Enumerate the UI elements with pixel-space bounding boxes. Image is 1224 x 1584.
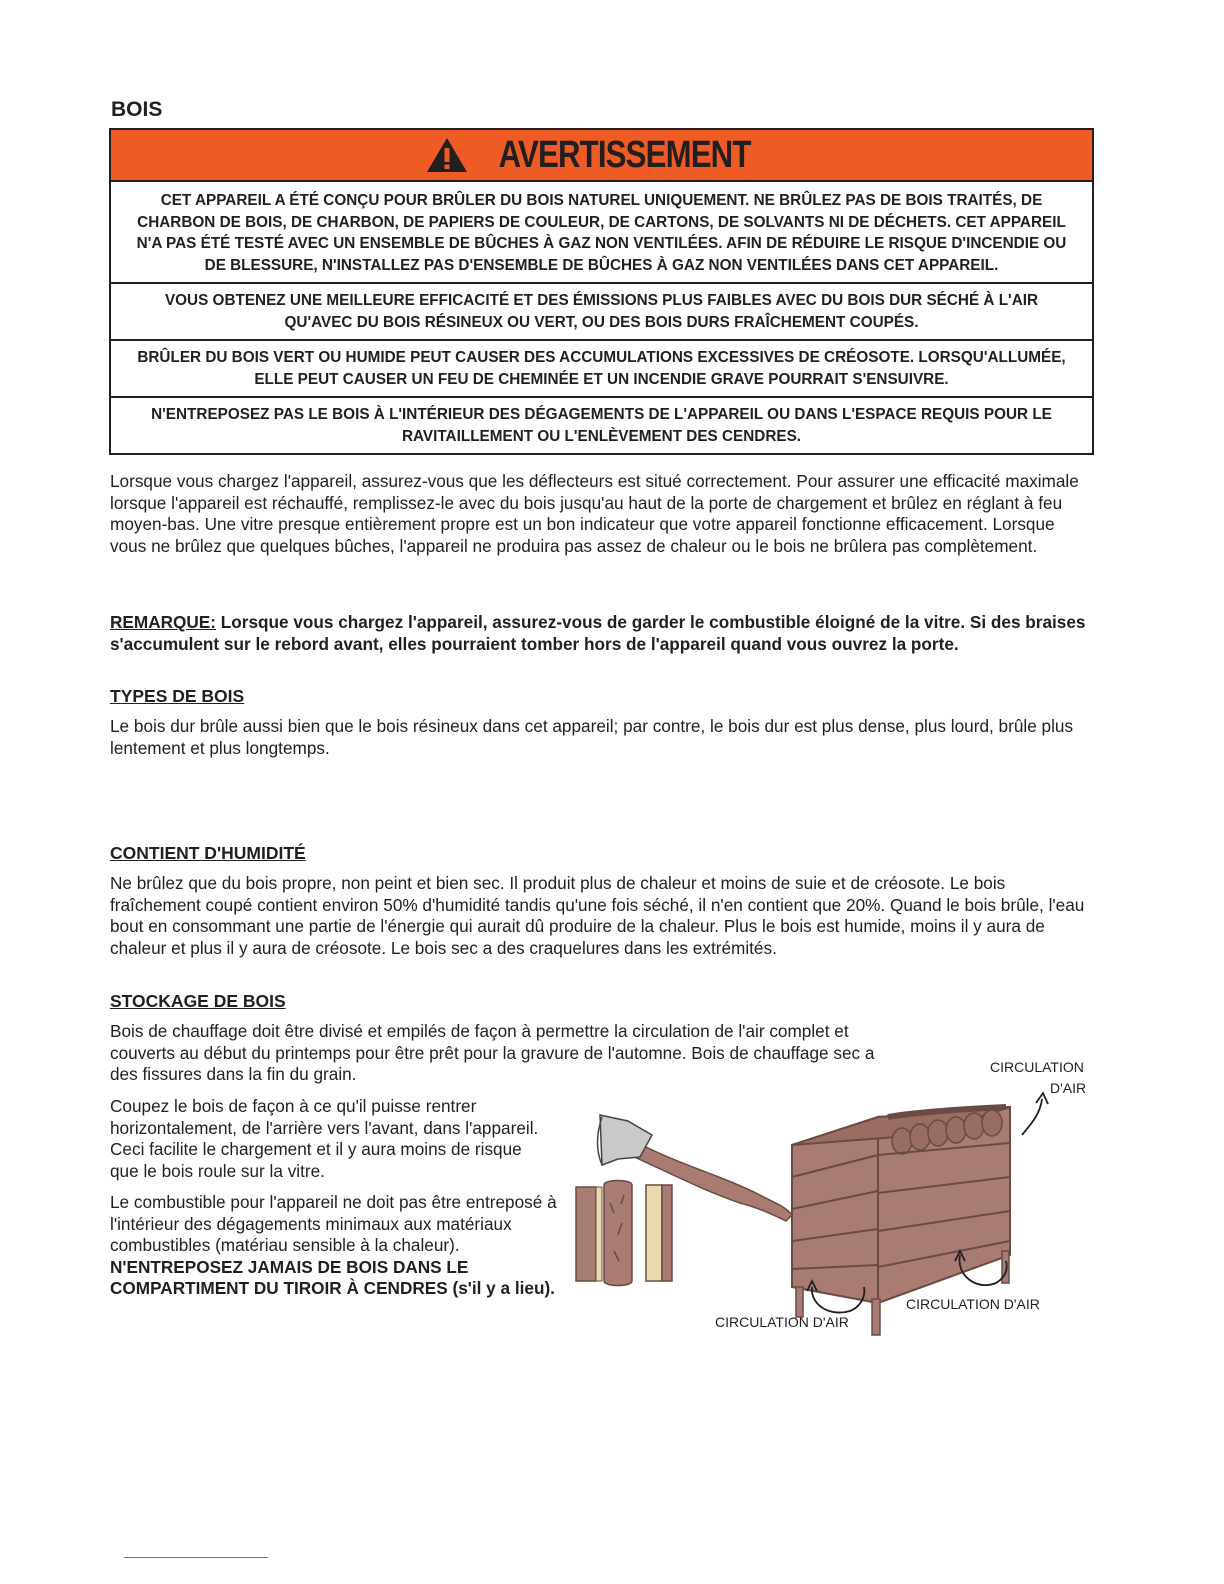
- label-airflow-bottom: CIRCULATION D'AIR: [715, 1314, 849, 1330]
- storage-paragraph-3-bold: N'ENTREPOSEZ JAMAIS DE BOIS DANS LE COMPARTIMENT DU TIROIR À CENDRES (s'il y a lieu).: [110, 1256, 555, 1299]
- split-logs-icon: [576, 1181, 672, 1286]
- warning-row: N'ENTREPOSEZ PAS LE BOIS À L'INTÉRIEUR DES DÉGAGEMENTS DE L'APPAREIL OU DANS L'ESPACE REQUIS POUR LE RAVITAILLEMENT OU L'ENLÈVEMENT DES CENDRES.: [111, 396, 1092, 453]
- storage-paragraph-3: [110, 1192, 560, 1300]
- storage-heading: STOCKAGE DE BOIS: [110, 991, 286, 1011]
- intro-paragraph: Lorsque vous chargez l'appareil, assurez-vous que les déflecteurs est situé correctement. Pour assurer une efficacité maximale lorsque l'appareil est réchauffé, remplissez-le avec du bois jusqu'au haut de la porte de chargement et brûlez en réglant à feu moyen-bas. Une vitre presque entièrement propre est un bon indicateur que votre appareil fonctionne efficacement. Lorsque vous ne brûlez que quelques bûches, l'appareil ne produira pas assez de chaleur ou le bois ne brûlera pas complètement.: [110, 471, 1079, 556]
- wood-storage-illustration: [560, 1055, 1100, 1345]
- storage-paragraph-3-text: Le combustible pour l'appareil ne doit pas être entreposé à l'intérieur des dégagements minimaux aux matériaux combustibles (matériau sensible à la chaleur).: [110, 1192, 557, 1256]
- warning-box: [109, 128, 1094, 455]
- warning-row: BRÛLER DU BOIS VERT OU HUMIDE PEUT CAUSER DES ACCUMULATIONS EXCESSIVES DE CRÉOSOTE. LORSQU'ALLUMÉE, ELLE PEUT CAUSER UN FEU DE CHEMINÉE ET UN INCENDIE GRAVE POURRAIT S'ENSUIVRE.: [111, 339, 1092, 396]
- humidity-heading: CONTIENT D'HUMIDITÉ: [110, 843, 306, 863]
- warning-triangle-icon: [425, 136, 469, 174]
- storage-paragraph-2: Coupez le bois de façon à ce qu'il puisse rentrer horizontalement, de l'arrière vers l'avant, dans l'appareil. Ceci facilite le chargement et il y aura moins de risque que le bois roule sur la vitre.: [110, 1096, 539, 1181]
- storage-paragraph-1: Bois de chauffage doit être divisé et empilés de façon à permettre la circulation de l'air complet et couverts au début du printemps pour être prêt pour la gravure de l'automne. Bois de chauffage sec a des fissures dans la fin du grain.: [110, 1021, 875, 1085]
- section-title: BOIS: [111, 98, 163, 121]
- warning-header: [111, 130, 1092, 182]
- note-label: REMARQUE:: [110, 612, 216, 632]
- note-paragraph: [110, 612, 1095, 655]
- types-paragraph: Le bois dur brûle aussi bien que le bois résineux dans cet appareil; par contre, le bois dur est plus dense, plus lourd, brûle plus lentement et plus longtemps.: [110, 716, 1074, 758]
- types-heading: TYPES DE BOIS: [110, 686, 245, 706]
- label-airflow-right: CIRCULATION D'AIR: [906, 1296, 1040, 1312]
- warning-row: VOUS OBTENEZ UNE MEILLEURE EFFICACITÉ ET DES ÉMISSIONS PLUS FAIBLES AVEC DU BOIS DUR SÉCHÉ À L'AIR QU'AVEC DU BOIS RÉSINEUX OU VERT, OU DES BOIS DURS FRAÎCHEMENT COUPÉS.: [111, 282, 1092, 339]
- warning-row: CET APPAREIL A ÉTÉ CONÇU POUR BRÛLER DU BOIS NATUREL UNIQUEMENT. NE BRÛLEZ PAS DE BOIS TRAITÉS, DE CHARBON DE BOIS, DE CHARBON, DE PAPIERS DE COULEUR, DE CARTONS, DE SOLVANTS NI DE DÉCHETS. CET APPAREIL N'A PAS ÉTÉ TESTÉ AVEC UN ENSEMBLE DE BÛCHES À GAZ NON VENTILÉES. AFIN DE RÉDUIRE LE RISQUE D'INCENDIE OU DE BLESSURE, N'INSTALLEZ PAS D'ENSEMBLE DE BÛCHES À GAZ NON VENTILÉES DANS CET APPAREIL.: [136, 192, 1067, 274]
- label-airflow-top-1: CIRCULATION: [990, 1059, 1084, 1075]
- footer-divider: [124, 1557, 268, 1558]
- note-text: Lorsque vous chargez l'appareil, assurez-vous de garder le combustible éloigné de la vitre. Si des braises s'accumulent sur le rebord avant, elles pourraient tomber hors de l'appareil quand vous ouvrez la porte.: [110, 612, 1086, 654]
- humidity-paragraph: Ne brûlez que du bois propre, non peint et bien sec. Il produit plus de chaleur et moins de suie et de créosote. Le bois fraîchement coupé contient environ 50% d'humidité tandis qu'une fois séché, il n'en contient que 20%. Quand le bois brûle, l'eau bout en consommant une partie de l'énergie qui aurait dû produire de la chaleur. Plus le bois est humide, moins il y aura de chaleur et plus il y aura de créosote. Le bois sec a des craquelures dans les extrémités.: [110, 873, 1085, 958]
- label-airflow-top-2: D'AIR: [1050, 1080, 1087, 1096]
- warning-title: AVERTISSEMENT: [498, 133, 751, 176]
